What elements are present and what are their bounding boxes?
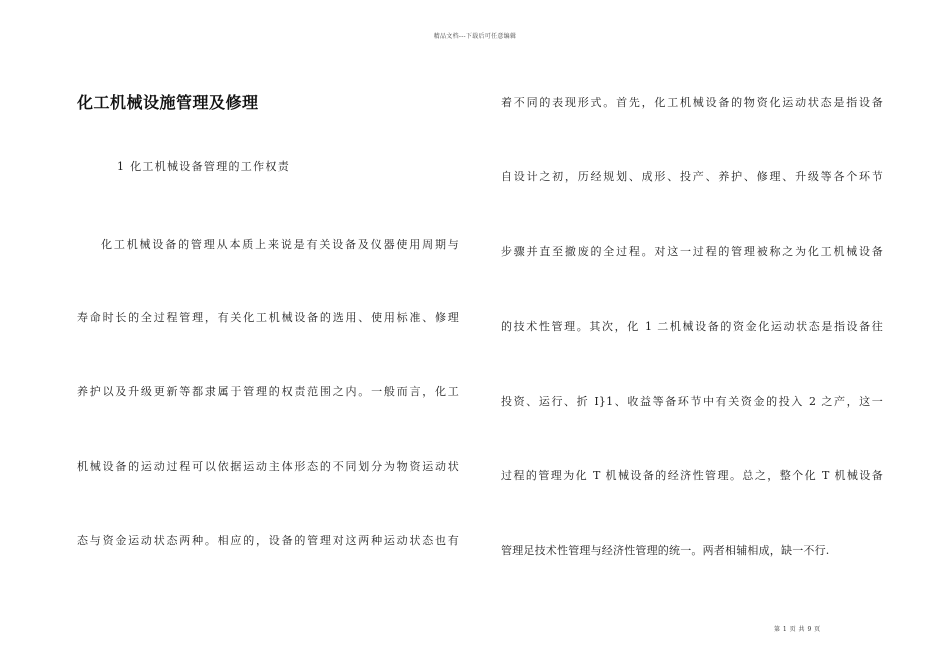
section-heading: 1 化工机械设备管理的工作权责 — [117, 160, 290, 173]
paragraph-line: 投资、运行、折 I}1、收益等备环节中有关资金的投入 2 之产，这一 — [501, 395, 883, 408]
paragraph-line: 化工机械设备的管理从本质上来说是有关设备及仪器使用周期与 — [101, 238, 459, 251]
paragraph-line: 态与资金运动状态两种。相应的，设备的管理对这两种运动状态也有 — [77, 534, 459, 547]
paragraph-line: 着不同的表现形式。首先，化工机械设备的物资化运动状态是指设备 — [501, 96, 883, 109]
paragraph-line: 步骤并直至撤废的全过程。对这一过程的管理被称之为化工机械设备 — [501, 245, 883, 258]
document-title: 化工机械设施管理及修理 — [77, 93, 259, 112]
paragraph-line: 寿命时长的全过程管理，有关化工机械设备的选用、使用标准、修理 — [77, 311, 459, 324]
page-header-note: 精品文档---下载后可任意编辑 — [433, 33, 517, 40]
paragraph-line: 养护以及升级更新等都隶属于管理的权责范围之内。一般而言，化工 — [77, 385, 459, 398]
paragraph-line: 机械设备的运动过程可以依据运动主体形态的不同划分为物资运动状 — [77, 460, 459, 473]
page-number: 第 1 页 共 9 页 — [774, 626, 821, 633]
paragraph-line: 管理足技术性管理与经济性管理的统一。两者相辅相成，缺一不行. — [501, 544, 830, 557]
paragraph-line: 过程的管理为化 T 机械设备的经济性管理。总之，整个化 T 机械设备 — [501, 469, 883, 482]
paragraph-line: 自设计之初，历经规划、成形、投产、养护、修理、升级等各个环节 — [501, 170, 883, 183]
paragraph-line: 的技术性管理。其次，化 1 二机械设备的资金化运动状态是指设备往 — [501, 320, 883, 333]
